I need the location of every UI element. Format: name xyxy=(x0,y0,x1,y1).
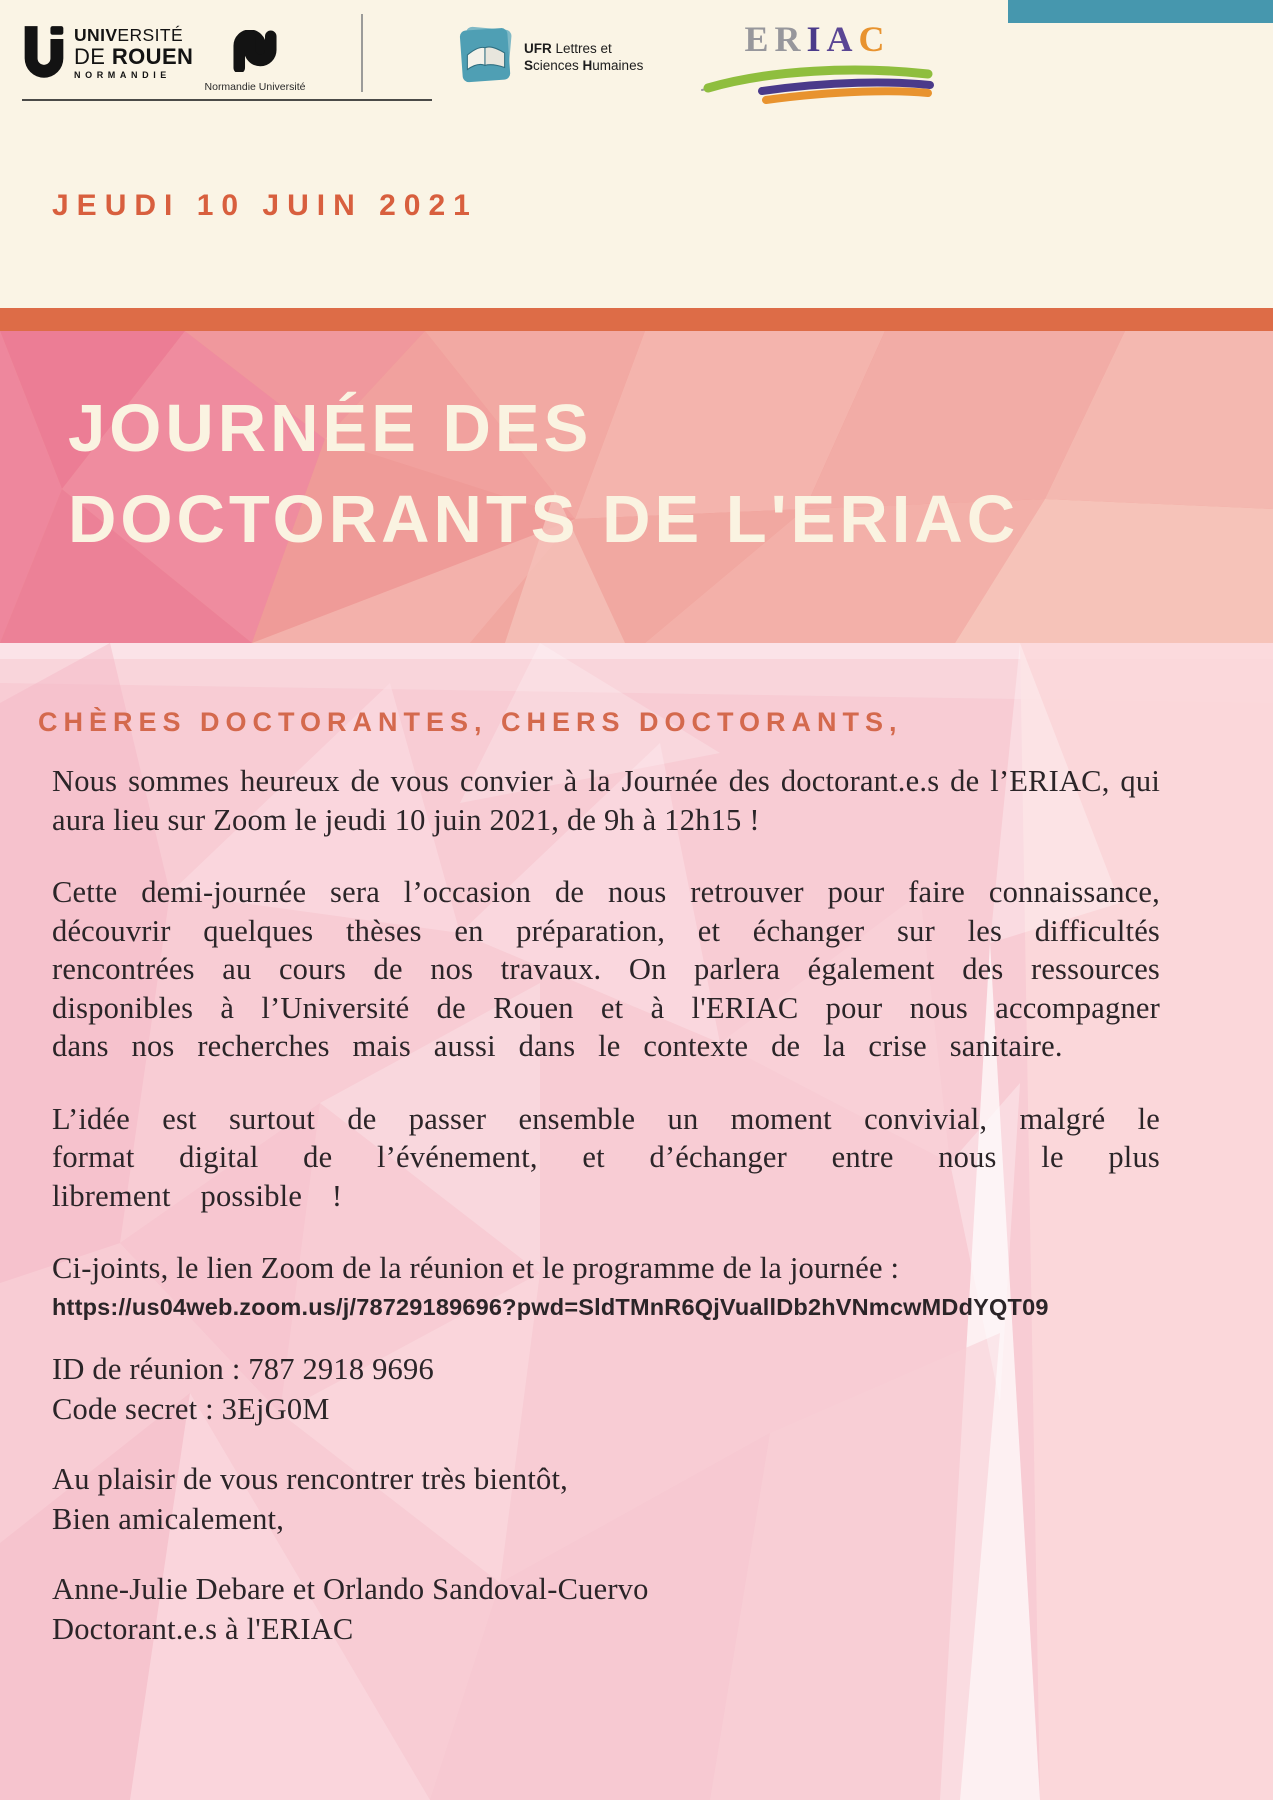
eriac-waves-icon xyxy=(700,91,935,108)
normandie-logo-label: Normandie Université xyxy=(204,81,306,93)
signature-role: Doctorant.e.s à l'ERIAC xyxy=(52,1611,354,1646)
closing-line-1: Au plaisir de vous rencontrer très bientôt, xyxy=(52,1461,568,1496)
orange-divider-bar xyxy=(0,308,1273,331)
link-intro: Ci-joints, le lien Zoom de la réunion et le programme de la journée : xyxy=(52,1251,900,1285)
header-vertical-divider xyxy=(361,14,363,92)
paragraph-convivial: L’idée est surtout de passer ensemble un moment convivial, malgré le format digital de l’événement, et d’échanger entre nous le plus librement possible ! xyxy=(52,1101,1160,1213)
eriac-logo-letters: ERIAC xyxy=(744,19,891,59)
universite-rouen-logo xyxy=(22,24,193,87)
rouen-logo-text: UNIVERSITÉ DE ROUEN NORMANDIE xyxy=(74,25,194,80)
date-heading: JEUDI 10 JUIN 2021 xyxy=(52,189,478,222)
header-underline xyxy=(22,99,432,101)
rouen-u-icon xyxy=(22,24,66,87)
salutation: CHÈRES DOCTORANTES, CHERS DOCTORANTS, xyxy=(38,707,903,737)
top-teal-bar xyxy=(1008,0,1273,23)
page-title: JOURNÉE DES DOCTORANTS DE L'ERIAC xyxy=(68,391,1020,557)
interlocked-u-icon xyxy=(229,59,281,76)
letter-content xyxy=(0,643,1273,1800)
open-book-icon xyxy=(458,24,514,89)
paragraph-program: Cette demi-journée sera l’occasion de nous retrouver pour faire connaissance, découvrir quelques thèses en préparation, et échanger sur les difficultés rencontrées au cours de nos travaux. On parlera également des ressources disponibles à l’Université de Rouen et à l'ERIAC pour nous accompagner dans nos recherches mais aussi dans le contexte de la crise sanitaire. xyxy=(52,875,1160,1063)
signature-names: Anne-Julie Debare et Orlando Sandoval-Cuervo xyxy=(52,1571,649,1606)
meeting-id: ID de réunion : 787 2918 9696 xyxy=(52,1351,434,1386)
ufr-logo xyxy=(458,24,643,89)
normandie-universite-logo xyxy=(200,30,310,93)
secret-code: Code secret : 3EjG0M xyxy=(52,1391,330,1426)
eriac-logo xyxy=(700,20,935,109)
letter-body xyxy=(0,643,1273,1800)
zoom-meeting-link[interactable]: https://us04web.zoom.us/j/78729189696?pwd=SldTMnR6QjVuallDb2hVNmcwMDdYQT09 xyxy=(52,1293,1049,1320)
header xyxy=(0,0,1273,308)
paragraph-invitation: Nous sommes heureux de vous convier à la Journée des doctorant.e.s de l’ERIAC, qui aura lieu sur Zoom le jeudi 10 juin 2021, de 9h à 12h15 ! xyxy=(52,764,1160,837)
title-banner xyxy=(0,331,1273,643)
ufr-logo-text: UFR Lettres et Sciences Humaines xyxy=(524,40,644,73)
closing-line-2: Bien amicalement, xyxy=(52,1501,285,1536)
